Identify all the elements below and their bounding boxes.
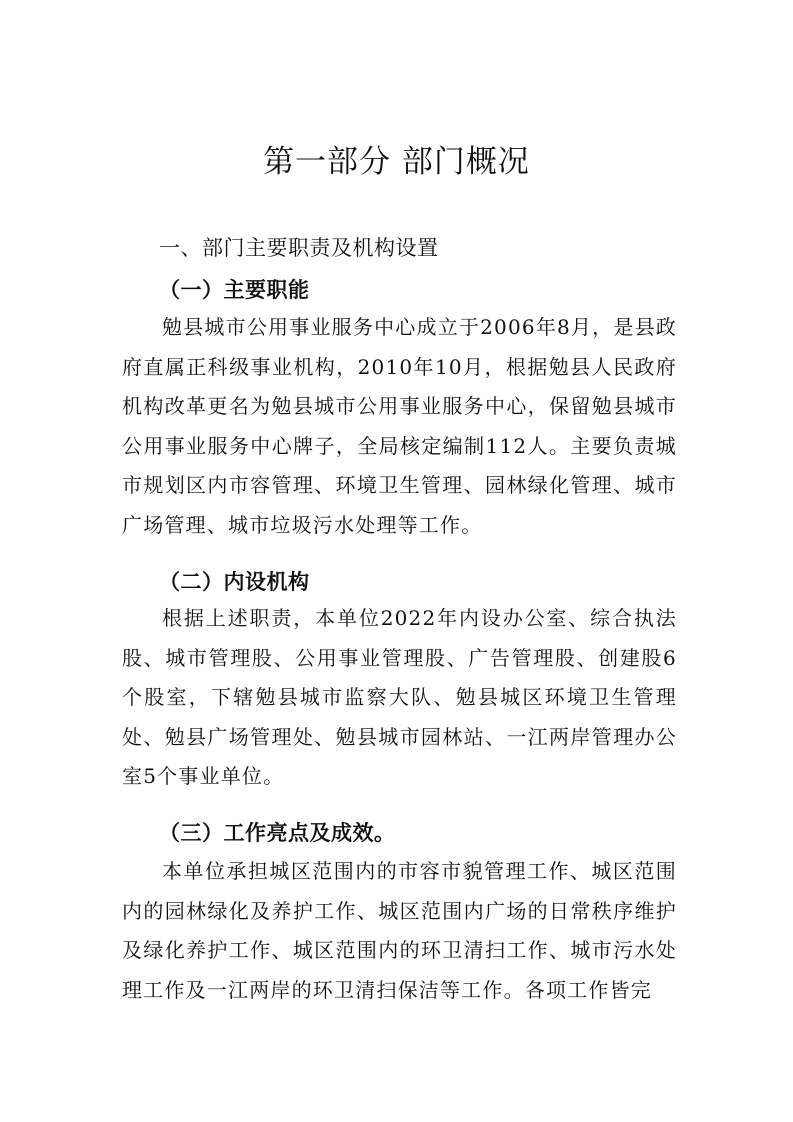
section-heading-duties: 一、部门主要职责及机构设置	[159, 236, 439, 260]
paragraph-highlights: 本单位承担城区范围内的市容市貌管理工作、城区范围内的园林绿化及养护工作、城区范围内广场的日常秩序维护及绿化养护工作、城区范围内的环卫清扫工作、城市污水处理工作及一江两岸的环卫清扫保洁等工作。各项工作皆完	[122, 859, 677, 1002]
subsection-heading-functions: （一）主要职能	[159, 277, 310, 302]
page-title: 第一部分 部门概况	[263, 144, 530, 180]
subsection-heading-departments: （二）内设机构	[159, 569, 310, 594]
paragraph-departments: 根据上述职责，本单位2022年内设办公室、综合执法股、城市管理股、公用事业管理股、广告管理股、创建股6个股室，下辖勉县城市监察大队、勉县城区环境卫生管理处、勉县广场管理处、勉县城市园林站、一江两岸管理办公室5个事业单位。	[122, 606, 677, 788]
paragraph-functions: 勉县城市公用事业服务中心成立于2006年8月，是县政府直属正科级事业机构，2010年10月，根据勉县人民政府机构改革更名为勉县城市公用事业服务中心，保留勉县城市公用事业服务中心牌子，全局核定编制112人。主要负责城市规划区内市容管理、环境卫生管理、园林绿化管理、城市广场管理、城市垃圾污水处理等工作。	[122, 315, 677, 537]
subsection-heading-highlights: （三）工作亮点及成效。	[159, 820, 396, 845]
